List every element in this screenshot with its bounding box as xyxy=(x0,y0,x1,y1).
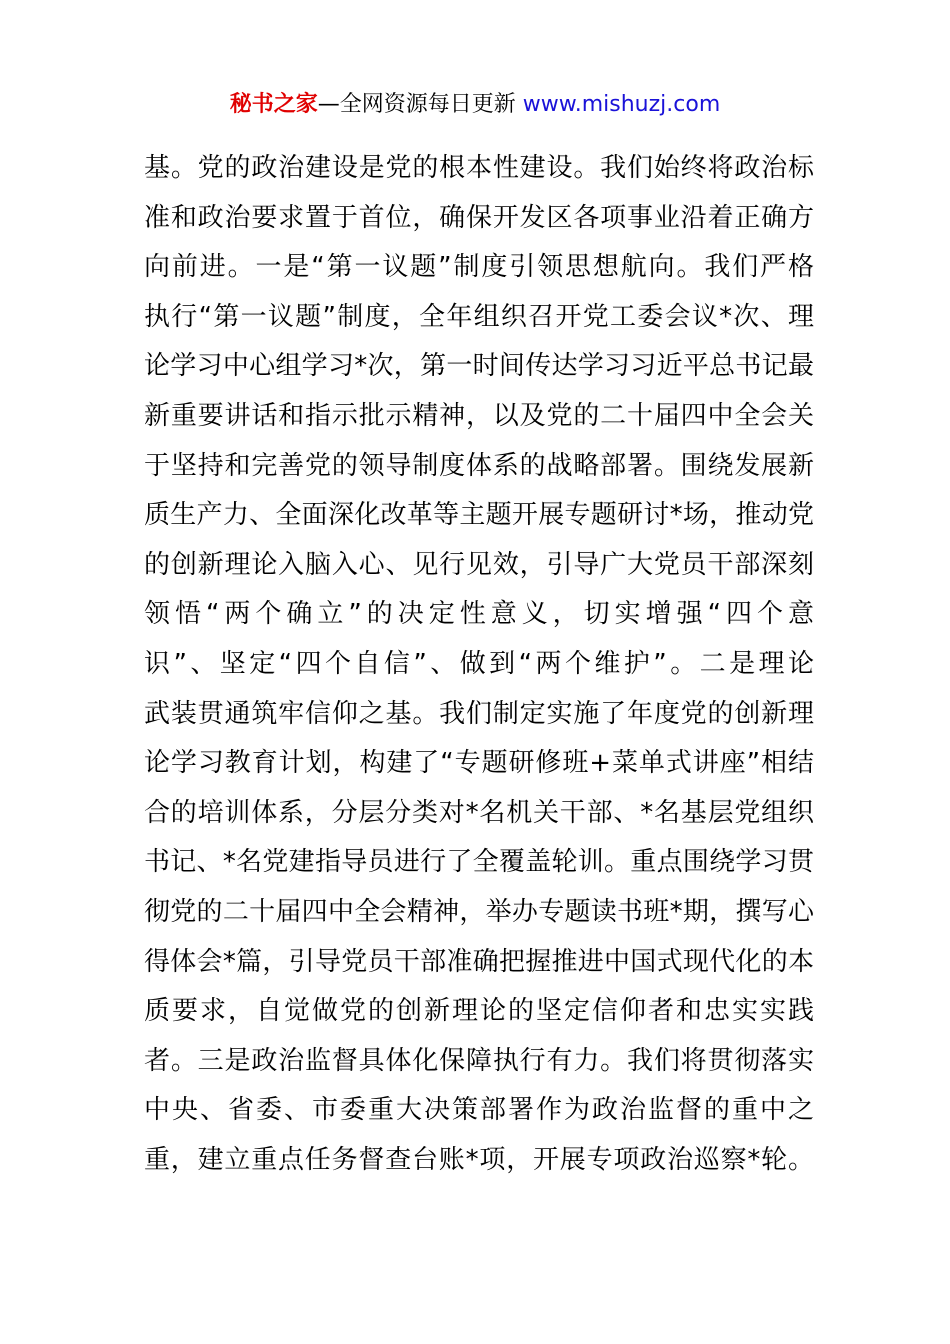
text-line: 书记、*名党建指导员进行了全覆盖轮训。重点围绕学习贯 xyxy=(144,847,814,878)
text-line: 中央、省委、市委重大决策部署作为政治监督的重中之 xyxy=(144,1095,814,1126)
text-line: 基。党的政治建设是党的根本性建设。我们始终将政治标 xyxy=(144,153,814,183)
text-line: 合的培训体系，分层分类对*名机关干部、*名基层党组织 xyxy=(144,797,814,828)
text-line: 新重要讲话和指示批示精神，以及党的二十届四中全会关 xyxy=(144,400,814,431)
text-line: 者。三是政治监督具体化保障执行有力。我们将贯彻落实 xyxy=(144,1045,814,1076)
page-header xyxy=(0,88,950,122)
text-line: 武装贯通筑牢信仰之基。我们制定实施了年度党的创新理 xyxy=(144,698,814,729)
text-line: 得体会*篇，引导党员干部准确把握推进中国式现代化的本 xyxy=(144,946,814,977)
document-body xyxy=(144,144,814,1185)
text-line: 执行“第一议题”制度，全年组织召开党工委会议*次、理 xyxy=(144,301,814,332)
text-line: 准和政治要求置于首位，确保开发区各项事业沿着正确方 xyxy=(144,202,814,233)
text-line: 质要求，自觉做党的创新理论的坚定信仰者和忠实实践 xyxy=(144,996,814,1027)
text-line: 识”、坚定“四个自信”、做到“两个维护”。二是理论 xyxy=(144,648,814,679)
text-line: 于坚持和完善党的领导制度体系的战略部署。围绕发展新 xyxy=(144,450,814,481)
text-line: 重，建立重点任务督查台账*项，开展专项政治巡察*轮。 xyxy=(144,1144,814,1175)
text-line: 彻党的二十届四中全会精神，举办专题读书班*期，撰写心 xyxy=(144,896,814,927)
text-line: 质生产力、全面深化改革等主题开展专题研讨*场，推动党 xyxy=(144,500,814,531)
text-line: 的创新理论入脑入心、见行见效，引导广大党员干部深刻 xyxy=(144,549,814,580)
website-link[interactable]: www.mishuzj.com xyxy=(522,92,721,117)
text-line: 论学习教育计划，构建了“专题研修班+菜单式讲座”相结 xyxy=(144,748,814,779)
header-tagline: —全网资源每日更新 xyxy=(317,92,516,117)
brand-name: 秘书之家 xyxy=(229,92,318,117)
text-line: 向前进。一是“第一议题”制度引领思想航向。我们严格 xyxy=(144,252,814,283)
text-line: 领悟“两个确立”的决定性意义，切实增强“四个意 xyxy=(144,599,814,630)
text-line: 论学习中心组学习*次，第一时间传达学习习近平总书记最 xyxy=(144,351,814,382)
